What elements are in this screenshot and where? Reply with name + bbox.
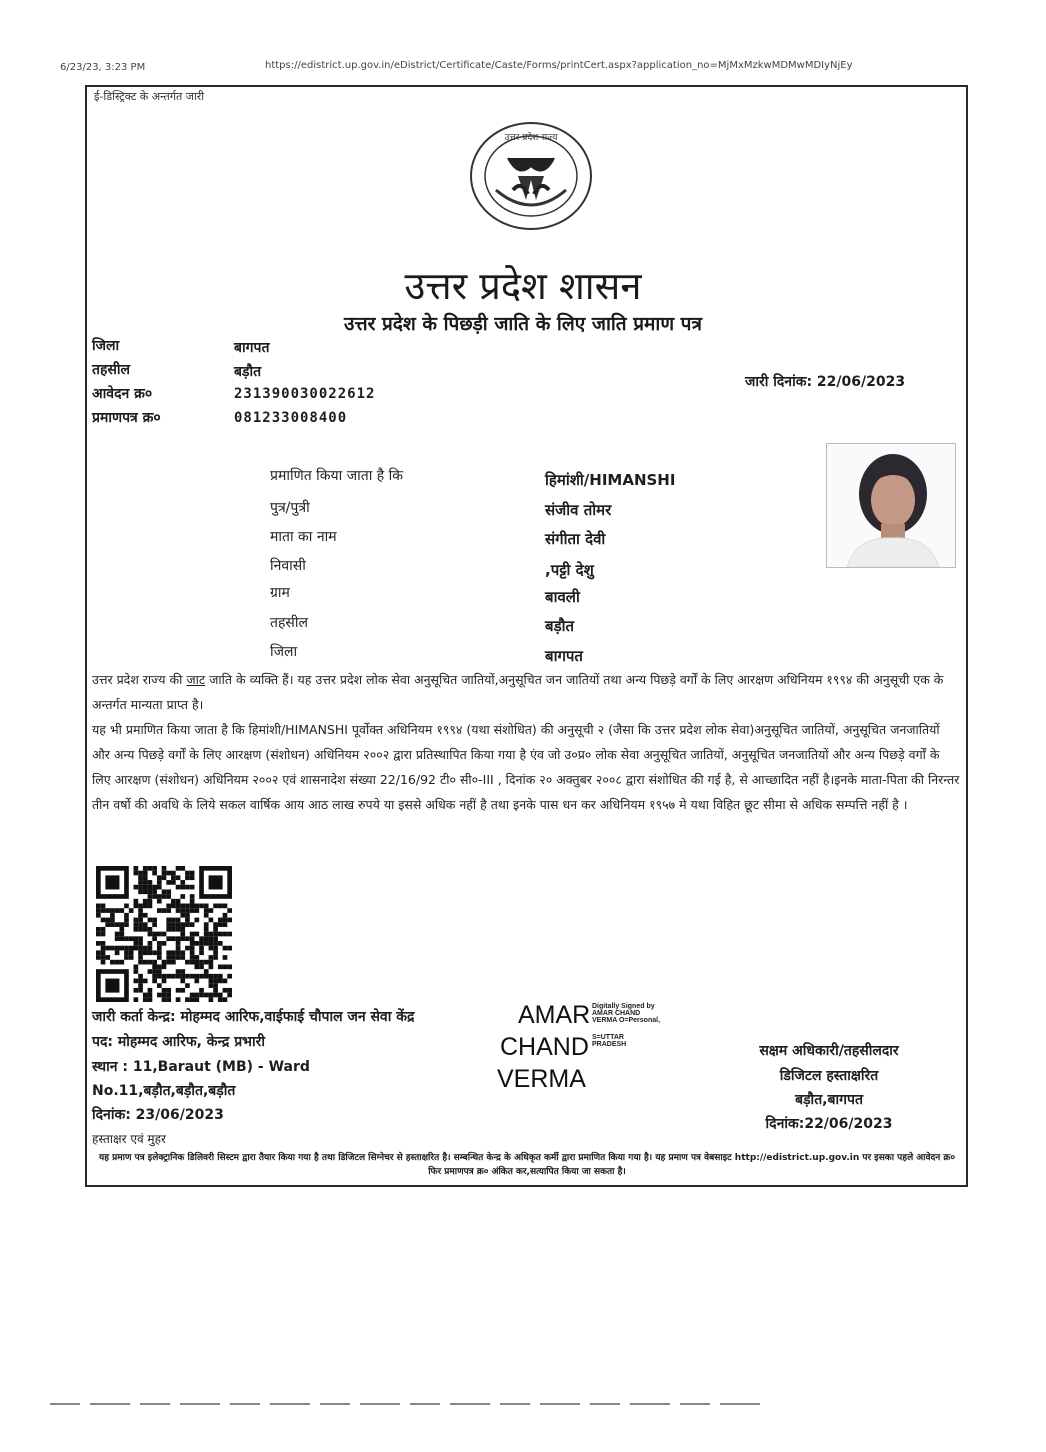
father-name: संजीव तोमर [545,501,612,519]
issuer-designation: पद: मोहम्मद आरिफ, केन्द्र प्रभारी [92,1034,265,1050]
authority-date: दिनांक:22/06/2023 [765,1116,893,1132]
verification-note: यह प्रमाण पत्र इलेक्ट्रानिक डिलिवरी सिस्टम द्वारा तैयार किया गया है तथा डिजिटल सिग्नेचर से हस्ताक्षरित है। सम्बन्धित केन्द्र के अधिकृत कर्मी द्वारा प्रमाणित किया गया है। यह प्रमाण पत्र वेबसाइट http://edistrict.up.gov.in पर इसका पहले आवेदन क्र० फिर प्रमाणपत्र क्र० अंकित कर,सत्यापित किया जा सकता है। [98,1153,956,1177]
certificate-subtitle: उत्तर प्रदेश के पिछड़ी जाति के लिए जाति प्रमाण पत्र [344,313,702,335]
district-field-label: जिला [270,644,298,660]
authority-place: बड़ौत,बागपत [795,1092,863,1108]
print-url: https://edistrict.up.gov.in/eDistrict/Certificate/Caste/Forms/printCert.aspx?application_no=MjMxMzkwMDMwMDIyNjEy [265,60,853,71]
district-label: जिला [92,338,120,354]
print-footer-strip [50,1403,770,1405]
application-no-value: 231390030022612 [234,386,376,402]
up-state-emblem-icon [468,120,594,232]
print-datetime: 6/23/23, 3:23 PM [60,62,146,73]
applicant-name: हिमांशी/HIMANSHI [545,471,676,489]
caste-statement: उत्तर प्रदेश राज्य की जाट जाति के व्यक्ति हैं। यह उत्तर प्रदेश लोक सेवा अनुसूचित जातियों,अनुसूचित जन जातियों तथा अन्य पिछड़े वर्गों के लिए आरक्षण अधिनियम १९९४ की अनुसूची एक के अन्तर्गत मान्यता प्राप्त है। [92,672,944,712]
certificate-no-label: प्रमाणपत्र क्र० [92,410,161,426]
tehsil-field-label: तहसील [270,615,308,631]
applicant-photo [826,443,956,568]
signer-name-line1: AMAR [518,1001,591,1029]
tehsil-value: बड़ौत [234,364,262,380]
issuing-center: जारी कर्ता केन्द्र: मोहम्मद आरिफ,वाईफाई चौपाल जन सेवा केंद्र [92,1009,415,1025]
caste-name: जाट [186,672,206,687]
e-district-note: ई-डिस्ट्रिक्ट के अन्तर्गत जारी [94,90,205,103]
certificate-no-value: 081233008400 [234,410,348,426]
village-value: बावली [545,588,580,606]
son-daughter-label: पुत्र/पुत्री [270,500,310,516]
signer-name-line3: VERMA [497,1065,586,1093]
emblem-text: उत्तर प्रदेश राज्य [504,133,558,143]
signature-seal-label: हस्ताक्षर एवं मुहर [92,1132,166,1146]
competent-authority-title: सक्षम अधिकारी/तहसीलदार [759,1043,899,1059]
tehsil-field-value: बड़ौत [545,617,575,635]
district-field-value: बागपत [545,647,583,665]
resident-label: निवासी [270,558,306,574]
tehsil-label: तहसील [92,362,130,378]
issue-date: जारी दिनांक: 22/06/2023 [745,374,906,390]
center-issue-date: दिनांक: 23/06/2023 [92,1107,224,1123]
certification-paragraph: यह भी प्रमाणित किया जाता है कि हिमांशी/HIMANSHI पूर्वोक्त अधिनियम १९९४ (यथा संशोधित) की अनुसूची २ (जैसा कि उत्तर प्रदेश लोक सेवा)अनुसूचित जातियों, अनुसूचित जनजातियों और अन्य पिछड़े वर्गों के लिए आरक्षण (संशोधन) अधिनियम २००२ द्वारा प्रतिस्थापित किया गया है एंव जो उ०प्र० लोक सेवा अनुसूचित जातियों, अनुसूचित जनजातियों और अन्य पिछड़े वर्गों के लिए आरक्षण (संशोधन) अधिनियम २००२ एवं शासनादेश संख्या 22/16/92 टी० सी०-III , दिनांक २० अक्तुबर २००८ द्वारा संशोधित की गई है, से आच्छादित नहीं है।इनके माता-पिता की निरन्तर तीन वर्षो की अवधि के लिये सकल वार्षिक आय आठ लाख रुपये या इससे अधिक नहीं है तथा इनके पास धन कर अधिनियम १९५७ मे यथा विहित छूट सीमा से अधिक सम्पत्ति नहीं है । [92,722,960,812]
issue-place-line2: No.11,बड़ौत,बड़ौत,बड़ौत [92,1083,236,1099]
certify-label: प्रमाणित किया जाता है कि [270,468,404,484]
certificate-title: उत्तर प्रदेश शासन [404,264,642,308]
resident-value: ,पट्टी देशु [545,561,594,579]
mother-name-label: माता का नाम [270,529,337,545]
signer-name-line2: CHAND [500,1033,589,1061]
verification-qr-code [96,866,232,1002]
digitally-signed-label: डिजिटल हस्ताक्षरित [779,1068,879,1084]
mother-name: संगीता देवी [545,530,606,548]
village-label: ग्राम [270,585,290,601]
district-value: बागपत [234,340,270,356]
application-no-label: आवेदन क्र० [92,386,153,402]
digital-sign-info: Digitally Signed by AMAR CHAND VERMA O=Personal, S=UTTAR PRADESH [592,1003,661,1048]
issue-place-line1: स्थान : 11,Baraut (MB) - Ward [92,1059,310,1075]
